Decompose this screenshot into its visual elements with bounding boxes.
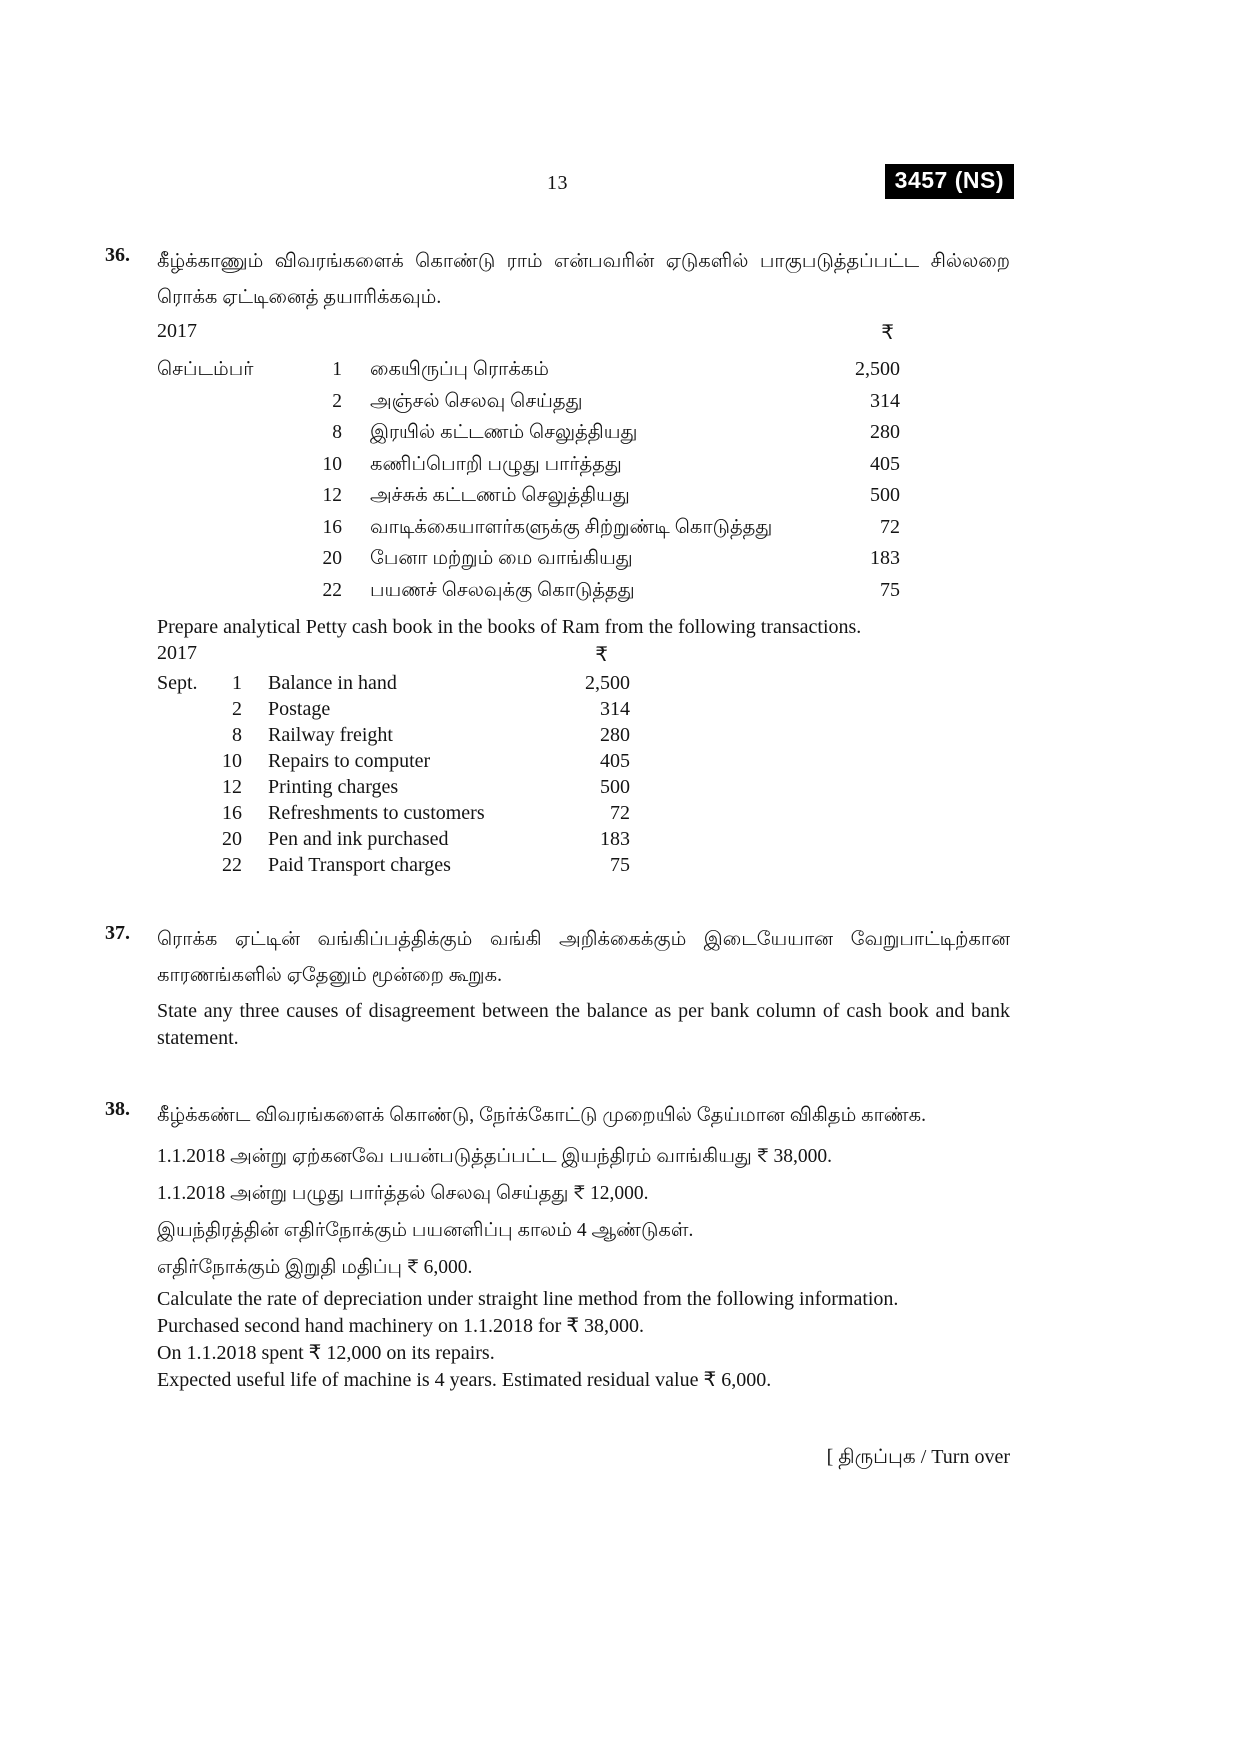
transaction-amount: 183	[600, 828, 630, 850]
day-number: 10	[222, 750, 242, 772]
q38-tamil-line: 1.1.2018 அன்று ஏற்கனவே பயன்படுத்தப்பட்ட இயந்திரம் வாங்கியது ₹ 38,000.	[157, 1146, 832, 1167]
month-label: Sept.	[157, 672, 198, 694]
transaction-amount: 72	[610, 802, 630, 824]
transaction-amount: 500	[600, 776, 630, 798]
english-transactions-table	[157, 670, 630, 878]
transaction-amount: 72	[880, 515, 900, 538]
table-row	[157, 826, 630, 852]
transaction-amount: 183	[870, 547, 900, 569]
day-number: 16	[222, 802, 242, 824]
transaction-desc: Printing charges	[268, 776, 399, 798]
day-number: 1	[232, 672, 242, 694]
transaction-desc: Postage	[268, 698, 331, 720]
day-number: 8	[232, 724, 242, 746]
table-row	[157, 543, 900, 575]
rupee-symbol: ₹	[881, 322, 894, 344]
q38-tamil-intro: கீழ்க்கண்ட விவரங்களைக் கொண்டு, நேர்க்கோட்டு முறையில் தேய்மான விகிதம் காண்க.	[157, 1105, 926, 1126]
transaction-amount: 75	[880, 578, 900, 601]
transaction-amount: 500	[870, 484, 900, 506]
transaction-amount: 405	[870, 452, 900, 475]
transaction-amount: 405	[600, 750, 630, 772]
q36-english-year-line	[157, 642, 630, 670]
year-label: 2017	[157, 642, 197, 664]
q37-english-text: State any three causes of disagreement between the balance as per bank column of cash book and bank statement.	[157, 1000, 1010, 1049]
year-label: 2017	[157, 320, 197, 342]
table-row	[157, 852, 630, 878]
day-number: 22	[222, 854, 242, 876]
q38-english-line: On 1.1.2018 spent ₹ 12,000 on its repairs.	[157, 1342, 495, 1364]
question-number: 36.	[105, 244, 130, 266]
table-row	[157, 354, 900, 386]
q36-english-intro: Prepare analytical Petty cash book in the books of Ram from the following transactions.	[157, 616, 862, 638]
q36-tamil-intro: கீழ்க்காணும் விவரங்களைக் கொண்டு ராம் என்பவரின் ஏடுகளில் பாகுபடுத்தப்பட்ட சில்லறை ரொக்க ஏட்டினைத் தயாரிக்கவும்.	[157, 251, 1010, 308]
q38-english-line: Purchased second hand machinery on 1.1.2018 for ₹ 38,000.	[157, 1315, 645, 1337]
question-38	[105, 1098, 1010, 1394]
day-number: 12	[322, 485, 342, 506]
transaction-desc: Repairs to computer	[268, 750, 431, 772]
q38-tamil-line: இயந்திரத்தின் எதிர்நோக்கும் பயனளிப்பு காலம் 4 ஆண்டுகள்.	[157, 1220, 694, 1241]
table-row	[157, 670, 630, 696]
table-row	[157, 480, 900, 512]
table-row	[157, 449, 900, 481]
transaction-desc: பேனா மற்றும் மை வாங்கியது	[370, 548, 633, 569]
transaction-desc: Paid Transport charges	[268, 854, 451, 876]
transaction-amount: 75	[610, 854, 630, 876]
rupee-symbol: ₹	[595, 644, 608, 666]
transaction-desc: அஞ்சல் செலவு செய்தது	[370, 390, 583, 412]
transaction-amount: 2,500	[585, 672, 630, 694]
turn-over-note: [ திருப்புக / Turn over	[826, 1446, 1010, 1468]
transaction-desc: Pen and ink purchased	[268, 828, 449, 850]
question-number: 38.	[105, 1098, 130, 1120]
page-header	[105, 167, 1010, 210]
day-number: 2	[232, 698, 242, 720]
day-number: 8	[332, 422, 342, 443]
transaction-desc: பயணச் செலவுக்கு கொடுத்தது	[370, 579, 635, 601]
table-row	[157, 512, 900, 544]
transaction-desc: அச்சுக் கட்டணம் செலுத்தியது	[370, 485, 630, 506]
table-row	[157, 800, 630, 826]
page-number: 13	[547, 172, 568, 194]
day-number: 20	[322, 548, 342, 569]
month-label: செப்டம்பர்	[157, 359, 254, 380]
q38-english-intro: Calculate the rate of depreciation under straight line method from the following information.	[157, 1288, 899, 1310]
q38-english-line: Expected useful life of machine is 4 years. Estimated residual value ₹ 6,000.	[157, 1369, 772, 1391]
day-number: 10	[322, 453, 342, 475]
question-36	[105, 244, 1010, 878]
table-row	[157, 575, 900, 607]
transaction-amount: 314	[600, 698, 630, 720]
transaction-amount: 280	[870, 421, 900, 443]
table-row	[157, 417, 900, 449]
question-number: 37.	[105, 922, 130, 944]
transaction-desc: Railway freight	[268, 724, 393, 746]
transaction-desc: Balance in hand	[268, 672, 397, 694]
transaction-amount: 280	[600, 724, 630, 746]
question-37	[105, 922, 1010, 1052]
q38-tamil-line: 1.1.2018 அன்று பழுது பார்த்தல் செலவு செய்தது ₹ 12,000.	[157, 1183, 649, 1204]
q37-tamil-text: ரொக்க ஏட்டின் வங்கிப்பத்திக்கும் வங்கி அறிக்கைக்கும் இடையேயான வேறுபாட்டிற்கான காரணங்களில் ஏதேனும் மூன்றை கூறுக.	[157, 929, 1010, 986]
day-number: 2	[332, 390, 342, 412]
day-number: 12	[222, 776, 242, 798]
tamil-transactions-table	[157, 354, 900, 606]
transaction-amount: 2,500	[855, 358, 900, 380]
day-number: 22	[322, 579, 342, 601]
transaction-desc: கையிருப்பு ரொக்கம்	[370, 359, 549, 380]
table-row	[157, 774, 630, 800]
day-number: 20	[222, 828, 242, 850]
transaction-desc: இரயில் கட்டணம் செலுத்தியது	[370, 422, 638, 443]
day-number: 16	[322, 516, 342, 538]
table-row	[157, 748, 630, 774]
table-row	[157, 696, 630, 722]
table-row	[157, 722, 630, 748]
q36-tamil-year-line	[157, 320, 900, 354]
transaction-desc: வாடிக்கையாளர்களுக்கு சிற்றுண்டி கொடுத்தது	[370, 516, 773, 538]
day-number: 1	[332, 359, 342, 380]
table-row	[157, 386, 900, 418]
transaction-desc: Refreshments to customers	[268, 802, 485, 824]
paper-code-badge: 3457 (NS)	[885, 164, 1014, 199]
transaction-desc: கணிப்பொறி பழுது பார்த்தது	[370, 453, 622, 475]
transaction-amount: 314	[870, 389, 900, 412]
q38-tamil-line: எதிர்நோக்கும் இறுதி மதிப்பு ₹ 6,000.	[157, 1257, 473, 1278]
